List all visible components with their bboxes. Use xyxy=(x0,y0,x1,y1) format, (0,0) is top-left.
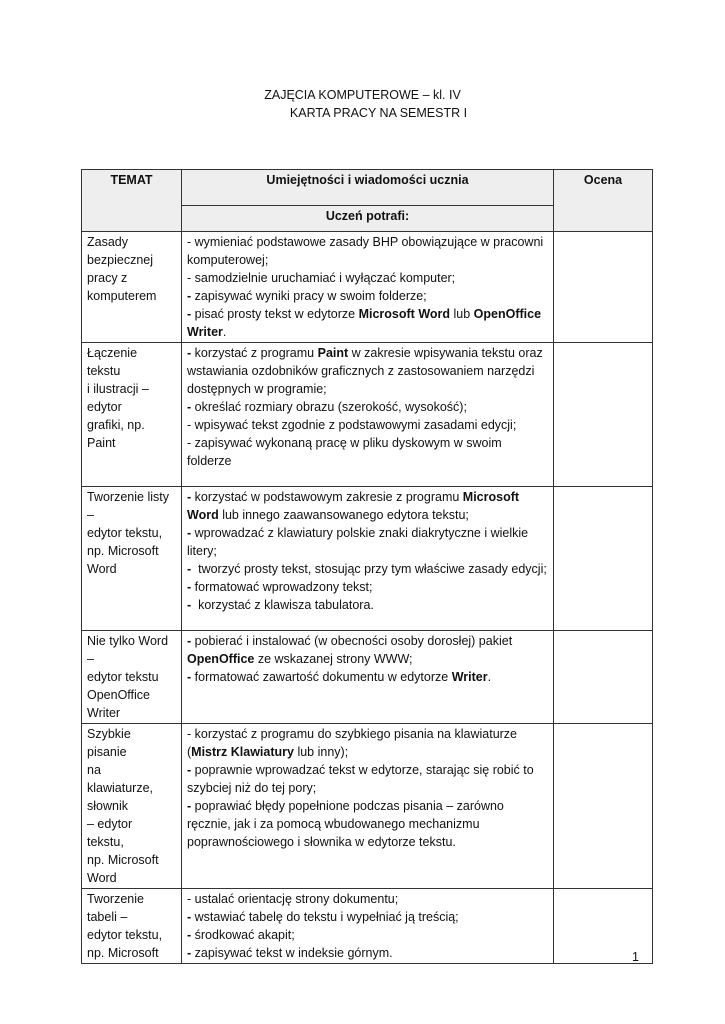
topic-line: edytor tekstu, xyxy=(87,928,163,942)
skill-item xyxy=(187,890,548,908)
grade-cell xyxy=(554,232,653,343)
skill-text: określać rozmiary obrazu (szerokość, wysokość); xyxy=(194,400,467,414)
topic-line: Word xyxy=(87,871,117,885)
topic-line: np. Microsoft xyxy=(87,946,159,960)
topic-line: np. Microsoft xyxy=(87,853,159,867)
skill-item xyxy=(187,305,548,341)
worksheet-table xyxy=(81,169,653,964)
skill-text: formatować zawartość dokumentu w edytorze xyxy=(194,670,452,684)
skill-text: zapisywać wyniki pracy w swoim folderze; xyxy=(194,289,427,303)
header-sub: Uczeń potrafi: xyxy=(182,206,554,232)
skills-cell xyxy=(182,889,554,964)
skill-item xyxy=(187,344,548,398)
topic-line: – xyxy=(87,652,94,666)
topic-line: bezpiecznej xyxy=(87,253,154,267)
skill-item xyxy=(187,596,548,614)
skill-text: poprawnie wprowadzać tekst w edytorze, starając się robić to szybciej niż do tej pory; xyxy=(187,763,538,795)
skill-item xyxy=(187,725,548,761)
skill-text: - wpisywać tekst zgodnie z podstawowymi zasadami edycji; xyxy=(187,418,517,432)
skill-text: - wymieniać podstawowe zasady BHP obowiązujące w pracowni komputerowej; xyxy=(187,235,547,267)
skill-text: - xyxy=(187,634,195,648)
table-row xyxy=(82,232,653,343)
skill-text: zapisywać tekst w indeksie górnym. xyxy=(194,946,393,960)
topic-cell xyxy=(82,889,182,964)
skill-item xyxy=(187,908,548,926)
skill-text: lub inny); xyxy=(293,745,349,759)
skill-item xyxy=(187,524,548,560)
skill-item xyxy=(187,398,548,416)
table-row xyxy=(82,889,653,964)
skill-text: OpenOffice xyxy=(187,652,255,666)
skill-text: . xyxy=(222,325,227,339)
topic-line: edytor xyxy=(87,400,122,414)
topic-line: tekstu xyxy=(87,364,121,378)
topic-line: – edytor xyxy=(87,817,133,831)
skill-text: - xyxy=(187,346,195,360)
skill-text: - xyxy=(187,598,199,612)
skill-text: ze wskazanej strony WWW; xyxy=(254,652,413,666)
topic-line: Zasady xyxy=(87,235,128,249)
skill-item xyxy=(187,416,548,434)
topic-line: na xyxy=(87,763,101,777)
skill-text: - xyxy=(187,526,195,540)
skill-item xyxy=(187,560,548,578)
skill-text: - zapisywać wykonaną pracę w pliku dyskowym w swoim folderze xyxy=(187,436,506,468)
topic-line: słownik xyxy=(87,799,128,813)
table-row xyxy=(82,343,653,487)
topic-cell xyxy=(82,232,182,343)
skill-text: OpenOffice Writer xyxy=(187,307,545,339)
skill-text: Microsoft Word xyxy=(187,490,523,522)
skills-cell xyxy=(182,343,554,487)
skill-text: lub innego zaawansowanego edytora tekstu; xyxy=(218,508,469,522)
skill-text: korzystać z klawisza tabulatora. xyxy=(198,598,374,612)
topic-line: Tworzenie xyxy=(87,892,144,906)
skill-text: Paint xyxy=(317,346,349,360)
skill-text: korzystać z programu xyxy=(194,346,318,360)
topic-cell xyxy=(82,631,182,724)
skill-text: Microsoft Word xyxy=(358,307,451,321)
skill-item xyxy=(187,578,548,596)
grade-cell xyxy=(554,724,653,889)
topic-line: klawiaturze, xyxy=(87,781,153,795)
skill-text: - xyxy=(187,580,195,594)
topic-line: edytor tekstu xyxy=(87,670,159,684)
skill-item xyxy=(187,488,548,524)
topic-cell xyxy=(82,724,182,889)
skill-text: pisać prosty tekst w edytorze xyxy=(194,307,359,321)
topic-line: komputerem xyxy=(87,289,157,303)
skill-text: lub xyxy=(450,307,474,321)
skill-item xyxy=(187,233,548,269)
topic-line: pracy z xyxy=(87,271,128,285)
skill-text: pobierać i instalować (w obecności osoby dorosłej) pakiet xyxy=(194,634,516,648)
topic-line: Writer xyxy=(87,706,121,720)
skill-text: środkować akapit; xyxy=(194,928,295,942)
skill-text: tworzyć prosty tekst, stosując przy tym właściwe zasady edycji; xyxy=(198,562,547,576)
skill-text: Writer xyxy=(451,670,488,684)
topic-line: tabeli – xyxy=(87,910,128,924)
topic-line: Word xyxy=(87,562,117,576)
skill-text: - samodzielnie uruchamiać i wyłączać komputer; xyxy=(187,271,456,285)
skill-item xyxy=(187,287,548,305)
skill-text: - xyxy=(187,400,195,414)
skill-item xyxy=(187,668,548,686)
topic-cell xyxy=(82,487,182,631)
table-row xyxy=(82,487,653,631)
skill-text: - xyxy=(187,946,195,960)
topic-line: grafiki, np. xyxy=(87,418,145,432)
header-skills: Umiejętności i wiadomości ucznia xyxy=(182,170,554,206)
skill-item xyxy=(187,797,548,851)
skills-cell xyxy=(182,232,554,343)
skill-text: Mistrz Klawiatury xyxy=(191,745,294,759)
skill-text: - ustalać orientację strony dokumentu; xyxy=(187,892,399,906)
table-row xyxy=(82,631,653,724)
topic-line: Tworzenie listy xyxy=(87,490,169,504)
skill-text: - xyxy=(187,928,195,942)
skill-text: formatować wprowadzony tekst; xyxy=(194,580,373,594)
skills-cell xyxy=(182,724,554,889)
header-topic: TEMAT xyxy=(82,170,182,232)
topic-line: Paint xyxy=(87,436,116,450)
topic-line: Szybkie xyxy=(87,727,131,741)
topic-line: i ilustracji – xyxy=(87,382,149,396)
topic-cell xyxy=(82,343,182,487)
skill-text: w zakresie wpisywania tekstu oraz wstawiania ozdobników graficznych z zastosowaniem narzędzi dostępnych w programie; xyxy=(187,346,547,396)
skill-text: - xyxy=(187,763,195,777)
topic-line: OpenOffice xyxy=(87,688,151,702)
page-number: 1 xyxy=(632,950,639,964)
topic-line: Nie tylko Word xyxy=(87,634,169,648)
skill-text: wstawiać tabelę do tekstu i wypełniać ją treścią; xyxy=(194,910,459,924)
header-grade: Ocena xyxy=(554,170,653,232)
skill-text: - xyxy=(187,490,195,504)
skill-item xyxy=(187,269,548,287)
topic-line: Łączenie xyxy=(87,346,138,360)
grade-cell xyxy=(554,487,653,631)
grade-cell xyxy=(554,343,653,487)
topic-line: edytor tekstu, xyxy=(87,526,163,540)
skill-text: poprawiać błędy popełnione podczas pisania – zarówno ręcznie, jak i za pomocą wbudowanego mechanizmu poprawnościowego i słownika w edytorze tekstu. xyxy=(187,799,508,849)
topic-line: np. Microsoft xyxy=(87,544,159,558)
grade-cell xyxy=(554,631,653,724)
table-row xyxy=(82,724,653,889)
skill-text: - xyxy=(187,799,195,813)
skill-text: wprowadzać z klawiatury polskie znaki diakrytyczne i wielkie litery; xyxy=(187,526,532,558)
skill-text: - xyxy=(187,562,199,576)
skill-text: korzystać w podstawowym zakresie z programu xyxy=(194,490,463,504)
skill-item xyxy=(187,926,548,944)
topic-line: pisanie xyxy=(87,745,127,759)
skills-cell xyxy=(182,487,554,631)
skill-item xyxy=(187,761,548,797)
document-title: ZAJĘCIA KOMPUTEROWE – kl. IV xyxy=(264,88,461,102)
skill-text: - xyxy=(187,289,195,303)
topic-line: – xyxy=(87,508,94,522)
document-subtitle: KARTA PRACY NA SEMESTR I xyxy=(289,106,468,120)
skill-text: - xyxy=(187,670,195,684)
skill-item xyxy=(187,434,548,470)
skill-text: - xyxy=(187,307,195,321)
skill-text: - korzystać z programu do szybkiego pisania na klawiaturze ( xyxy=(187,727,521,759)
skill-item xyxy=(187,632,548,668)
skills-cell xyxy=(182,631,554,724)
skill-item xyxy=(187,944,548,962)
topic-line: tekstu, xyxy=(87,835,124,849)
skill-text: . xyxy=(487,670,492,684)
skill-text: - xyxy=(187,910,195,924)
